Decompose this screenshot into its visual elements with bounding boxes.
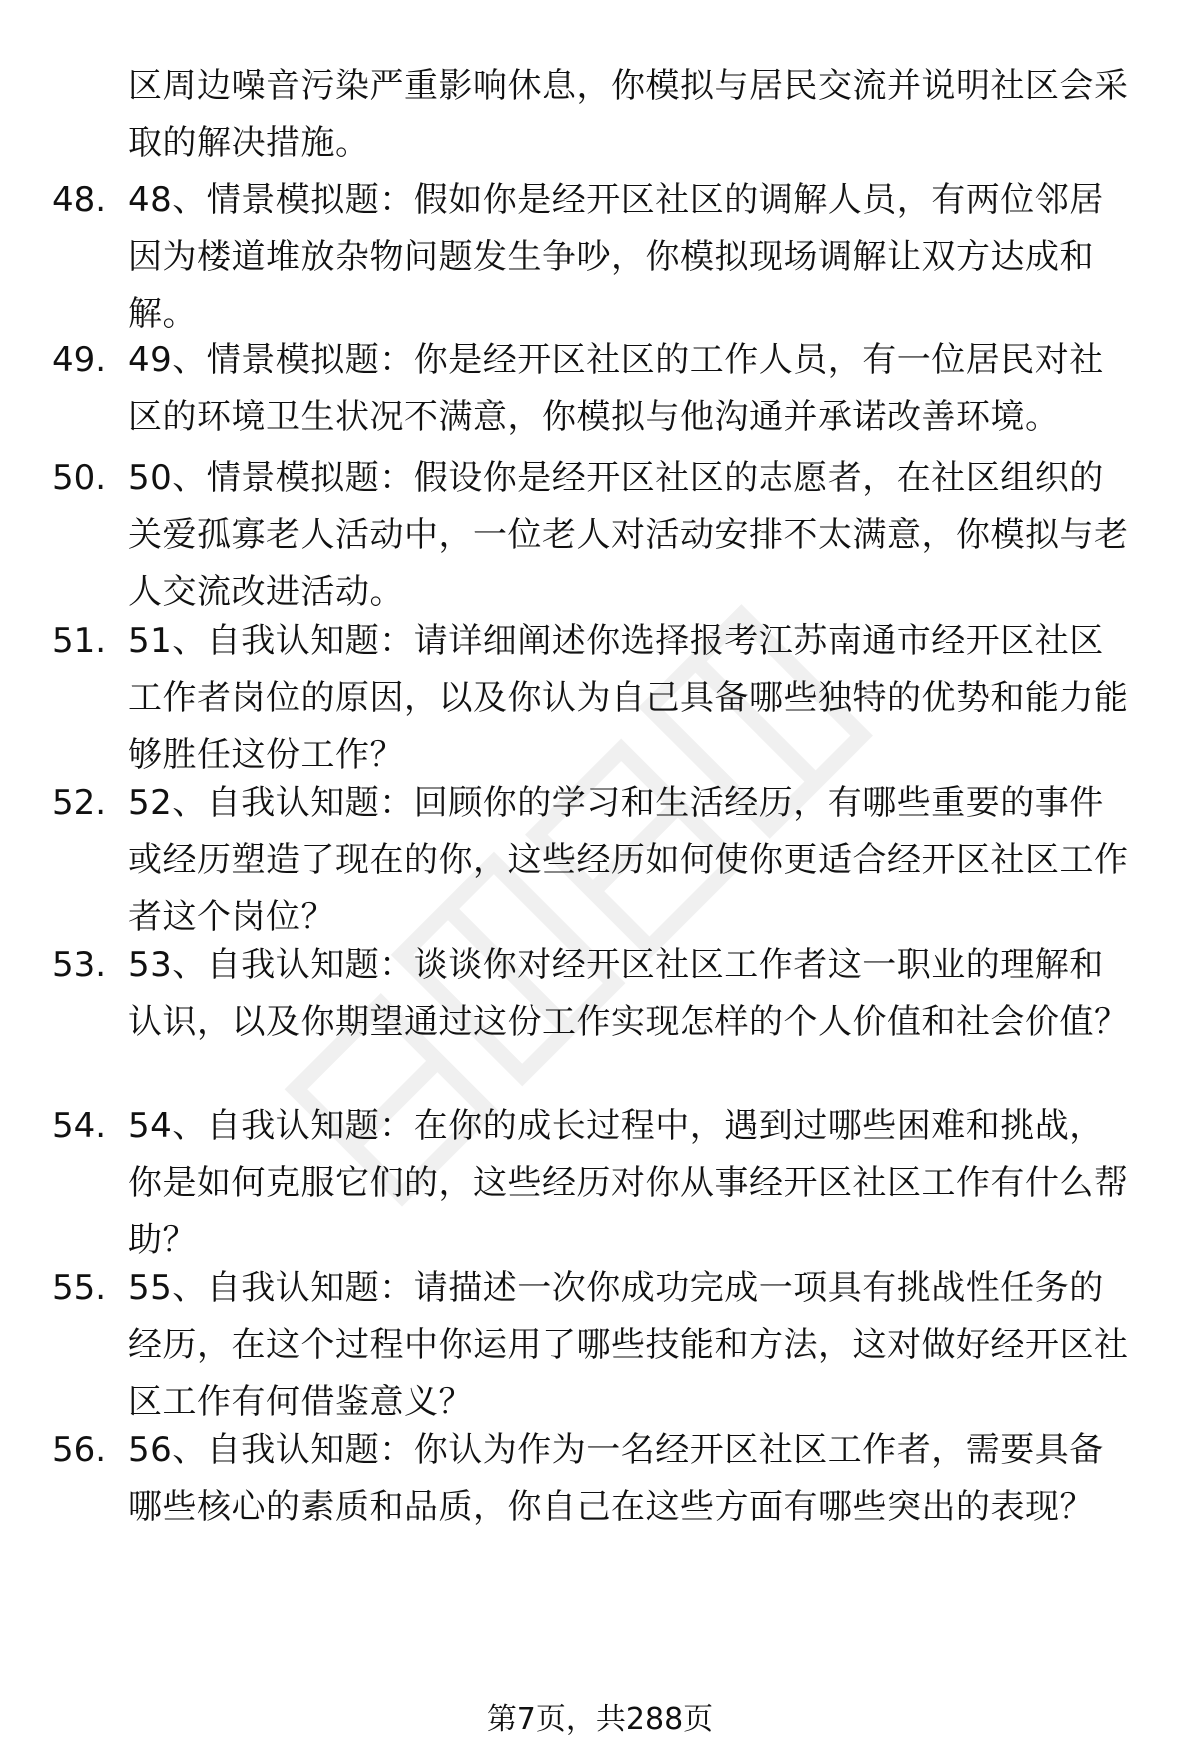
item-text: 49、情景模拟题：你是经开区社区的工作人员，有一位居民对社区的环境卫生状况不满意，你模拟与他沟通并承诺改善环境。 xyxy=(128,340,1104,437)
item-number: 49. xyxy=(52,340,107,380)
item-text: 51、自我认知题：请详细阐述你选择报考江苏南通市经开区社区工作者岗位的原因，以及你认为自己具备哪些独特的优势和能力能够胜任这份工作？ xyxy=(128,621,1129,775)
item-text: 55、自我认知题：请描述一次你成功完成一项具有挑战性任务的经历，在这个过程中你运用了哪些技能和方法，这对做好经开区社区工作有何借鉴意义？ xyxy=(128,1268,1129,1422)
continuation-paragraph: 区周边噪音污染严重影响休息，你模拟与居民交流并说明社区会采取的解决措施。 xyxy=(128,66,1129,163)
item-number: 54. xyxy=(52,1106,107,1146)
item-number: 56. xyxy=(52,1430,107,1470)
item-number: 55. xyxy=(52,1268,107,1308)
item-text: 54、自我认知题：在你的成长过程中，遇到过哪些困难和挑战，你是如何克服它们的，这些经历对你从事经开区社区工作有什么帮助？ xyxy=(128,1106,1129,1260)
item-text: 52、自我认知题：回顾你的学习和生活经历，有哪些重要的事件或经历塑造了现在的你，这些经历如何使你更适合经开区社区工作者这个岗位？ xyxy=(128,783,1129,937)
item-text: 56、自我认知题：你认为作为一名经开区社区工作者，需要具备哪些核心的素质和品质，你自己在这些方面有哪些突出的表现？ xyxy=(128,1430,1104,1527)
page-footer: 第7页，共288页 xyxy=(486,1702,714,1737)
item-text: 48、情景模拟题：假如你是经开区社区的调解人员，有两位邻居因为楼道堆放杂物问题发生争吵，你模拟现场调解让双方达成和解。 xyxy=(128,180,1104,334)
item-number: 50. xyxy=(52,458,107,498)
item-text: 53、自我认知题：谈谈你对经开区社区工作者这一职业的理解和认识，以及你期望通过这份工作实现怎样的个人价值和社会价值？ xyxy=(128,945,1129,1042)
item-number: 48. xyxy=(52,180,107,220)
item-number: 53. xyxy=(52,945,107,985)
item-number: 51. xyxy=(52,621,107,661)
item-number: 52. xyxy=(52,783,107,823)
item-text: 50、情景模拟题：假设你是经开区社区的志愿者，在社区组织的关爱孤寡老人活动中，一位老人对活动安排不太满意，你模拟与老人交流改进活动。 xyxy=(128,458,1129,612)
